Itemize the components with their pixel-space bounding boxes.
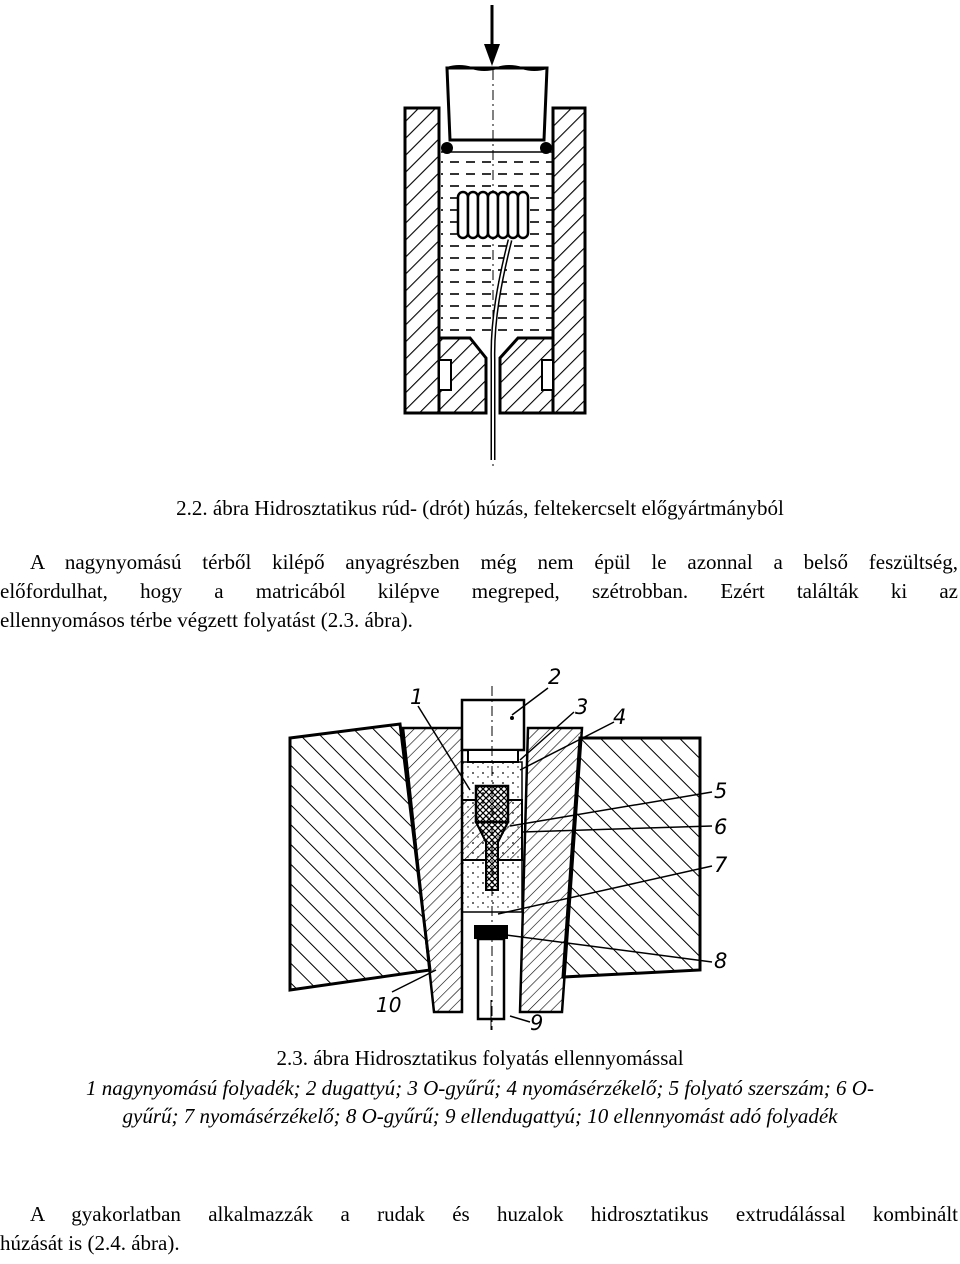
paragraph-2-line-2: húzását is (2.4. ábra). (0, 1231, 180, 1255)
paragraph-1-line-1: A nagynyomású térből kilépő anyagrészben még nem épül le azonnal a belső feszültség, (30, 550, 958, 574)
force-arrow-icon (484, 5, 500, 66)
figure-2-3-svg (240, 660, 760, 1040)
wire-coil (458, 192, 528, 238)
figure-2-3-backpressure-extrusion-diagram (240, 660, 760, 1040)
label-1: 1 (410, 685, 424, 709)
paragraph-1 (0, 548, 958, 635)
paragraph-1-line-2: előfordulhat, hogy a matricából kilépve megreped, szétrobban. Ezért találták ki az (0, 579, 958, 603)
o-ring-left (441, 142, 453, 154)
paragraph-2 (0, 1200, 958, 1258)
figure-2-2-hydrostatic-drawing-diagram (390, 0, 590, 470)
label-8: 8 (714, 949, 728, 973)
label-5: 5 (714, 779, 728, 803)
o-ring-right (540, 142, 552, 154)
label-6: 6 (714, 815, 728, 839)
label-2: 2 (548, 665, 562, 689)
figure-2-2-caption: 2.2. ábra Hidrosztatikus rúd- (drót) húzás, feltekercselt előgyártmányból (176, 496, 784, 520)
paragraph-2-line-1: A gyakorlatban alkalmazzák a rudak és huzalok hidrosztatikus extrudálással kombinált (30, 1202, 958, 1226)
label-7: 7 (714, 853, 728, 877)
legend-line-1: 1 nagynyomású folyadék; 2 dugattyú; 3 O-gyűrű; 4 nyomásérzékelő; 5 folyató szerszám; 6 O- (86, 1076, 874, 1100)
label-4: 4 (613, 705, 627, 729)
label-10: 10 (376, 993, 402, 1017)
plunger-2 (462, 700, 524, 762)
legend-line-2: gyűrű; 7 nyomásérzékelő; 8 O-gyűrű; 9 ellendugattyú; 10 ellennyomást adó folyadék (122, 1104, 838, 1128)
label-9: 9 (530, 1011, 544, 1035)
figure-2-3-legend (0, 1074, 960, 1130)
figure-2-2-svg (390, 0, 590, 470)
paragraph-1-line-3: ellennyomásos térbe végzett folyatást (2.3. ábra). (0, 608, 413, 632)
die (439, 338, 553, 413)
counter-plunger (474, 925, 508, 1030)
label-3: 3 (575, 695, 589, 719)
plunger (447, 66, 547, 140)
figure-2-3-caption: 2.3. ábra Hidrosztatikus folyatás ellennyomással (276, 1046, 684, 1070)
